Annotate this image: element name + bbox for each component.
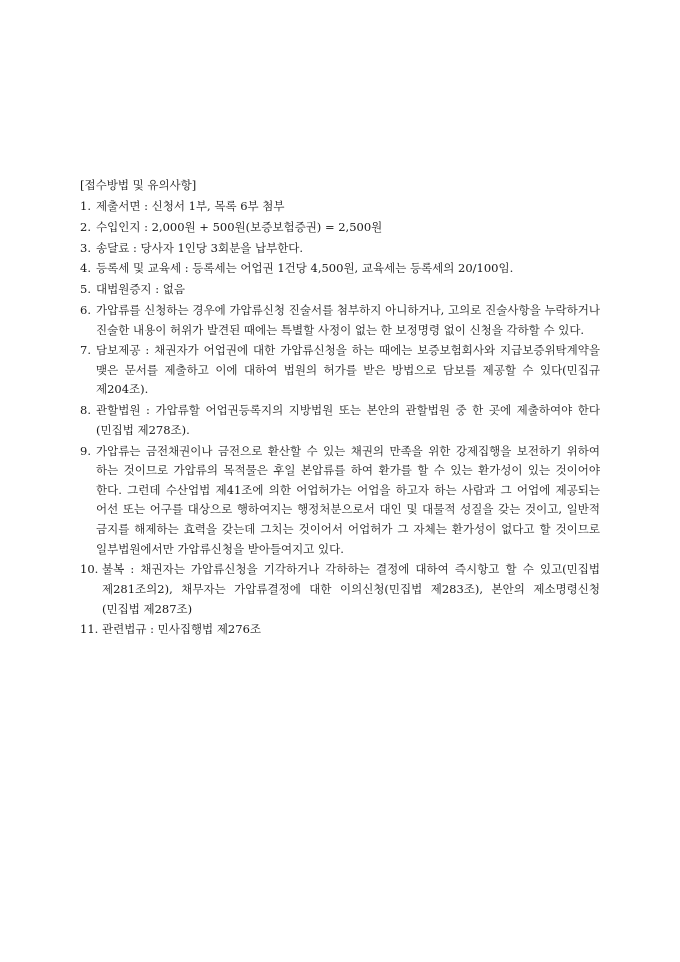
list-item <box>80 239 600 259</box>
list-item-text: 제출서면 : 신청서 1부, 목록 6부 첨부 <box>96 199 285 213</box>
list-item-text: 불복 : 채권자는 가압류신청을 기각하거나 각하하는 결정에 대하여 즉시항고 할 수 있고(민집법 제281조의2), 채무자는 가압류결정에 대한 이의신청(민집법 제283조), 본안의 제소명령신청(민집법 제287조) <box>102 562 600 616</box>
list-item-text: 관련법규 : 민사집행법 제276조 <box>102 622 261 637</box>
list-item-number: 9. <box>80 443 91 458</box>
list-item-number: 8. <box>80 403 91 418</box>
list-item <box>80 620 600 640</box>
document-body <box>80 176 600 641</box>
list-item-text: 대법원증지 : 없음 <box>96 282 185 297</box>
list-item-number: 5. <box>80 282 91 297</box>
list-item-number: 6. <box>80 302 91 317</box>
list-item-text: 가압류는 금전채권이나 금전으로 환산할 수 있는 채권의 만족을 위한 강제집행을 보전하기 위하여 하는 것이므로 가압류의 목적물은 후일 본압류를 하여 환가를 할 수 있는 환가성이 있는 것이어야 한다. 그런데 수산업법 제41조에 의한 어업허가는 어업을 하고자 하는 사람과 그 어업에 제공되는 어선 또는 어구를 대상으로 행하여지는 행정처분으로서 대인 및 대물적 성질을 갖는 것이고, 일반적 금지를 해제하는 효력을 갖는데 그치는 것이어서 어업허가 그 자체는 환가성이 없다고 할 것이므로 일부법원에서만 가압류신청을 받아들여지고 있다. <box>96 443 600 556</box>
list-item-number: 10. <box>80 562 99 577</box>
list-item-text: 수입인지 : 2,000원 + 500원(보증보험증권) = 2,500원 <box>96 219 383 234</box>
list-item <box>80 197 600 217</box>
list-item-text: 송달료 : 당사자 1인당 3회분을 납부한다. <box>96 240 304 255</box>
list-item-number: 4. <box>80 261 91 276</box>
list-item-number: 11. <box>80 622 99 637</box>
list-item <box>80 280 600 300</box>
list-item <box>80 401 600 440</box>
list-item-number: 3. <box>80 240 91 255</box>
list-item <box>80 259 600 279</box>
instruction-list <box>80 197 600 640</box>
list-item-text: 관할법원 : 가압류할 어업권등록지의 지방법원 또는 본안의 관할법원 중 한 곳에 제출하여야 한다(민집법 제278조). <box>96 403 600 437</box>
list-item-text: 가압류를 신청하는 경우에 가압류신청 진술서를 첨부하지 아니하거나, 고의로 진술사항을 누락하거나 진술한 내용이 허위가 발견된 때에는 특별할 사정이 없는 한 보정명령 없이 신청을 각하할 수 있다. <box>96 302 600 337</box>
list-item-text: 담보제공 : 채권자가 어업권에 대한 가압류신청을 하는 때에는 보증보험회사와 지급보증위탁계약을 맺은 문서를 제출하고 이에 대하여 법원의 허가를 받은 방법으로 담보를 제공할 수 있다(민집규 제204조). <box>96 343 600 397</box>
list-item <box>80 301 600 340</box>
list-item <box>80 341 600 400</box>
list-item-number: 7. <box>80 343 91 358</box>
list-item-text: 등록세 및 교육세 : 등록세는 어업권 1건당 4,500원, 교육세는 등록세의 20/100임. <box>96 261 514 276</box>
list-item <box>80 560 600 619</box>
list-item-number: 1. <box>80 199 91 213</box>
list-item <box>80 218 600 238</box>
list-item <box>80 442 600 560</box>
section-heading: [접수방법 및 유의사항] <box>80 178 197 192</box>
list-item-number: 2. <box>80 219 91 234</box>
